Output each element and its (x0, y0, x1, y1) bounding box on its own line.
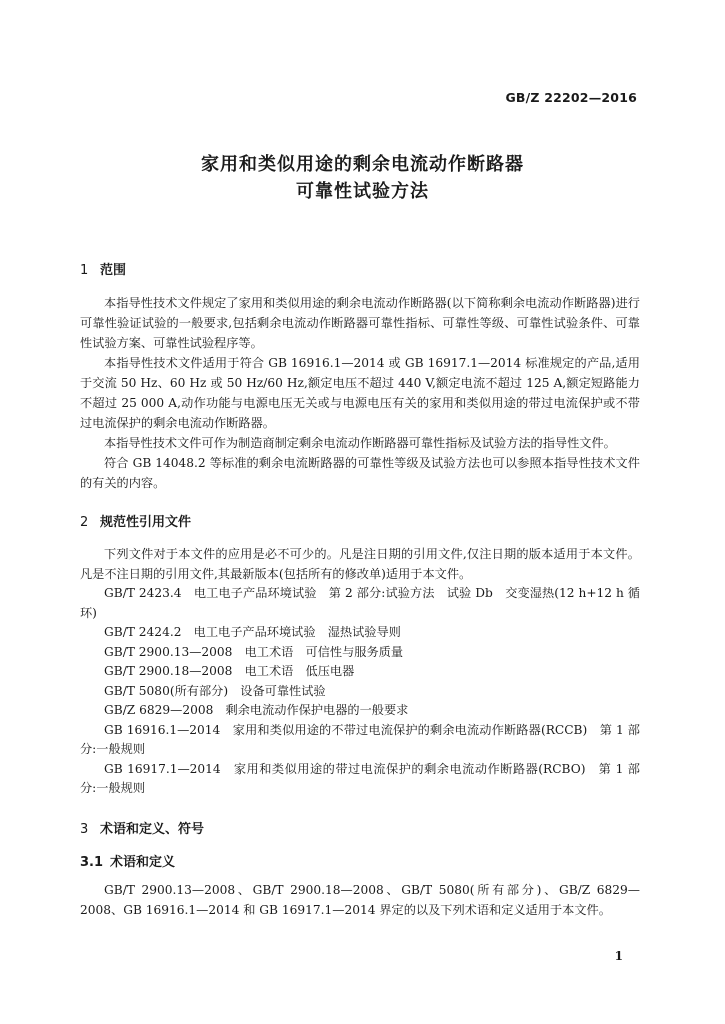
section-3-1-heading (80, 851, 640, 870)
section-2-body (80, 544, 640, 799)
reference-item: GB/Z 6829—2008 剩余电流动作保护电器的一般要求 (104, 703, 409, 717)
section-2-number: 2 (80, 515, 89, 530)
section-3-title: 术语和定义、符号 (100, 822, 205, 837)
reference-item: GB 16916.1—2014 家用和类似用途的不带过电流保护的剩余电流动作断路器(RCCB) 第 1 部分:一般规则 (80, 722, 640, 756)
section-3-1-number: 3.1 (80, 855, 104, 870)
section-1-paragraph: 符合 GB 14048.2 等标准的剩余电流断路器的可靠性等级及试验方法也可以参照本指导性技术文件的有关的内容。 (80, 456, 640, 490)
section-1-heading-block (80, 259, 640, 278)
section-3-1-paragraph: GB/T 2900.13—2008、GB/T 2900.18—2008、GB/T 5080(所有部分)、GB/Z 6829—2008、GB 16916.1—2014 和 GB 16917.1—2014 界定的以及下列术语和定义适用于本文件。 (80, 883, 640, 917)
section-2-heading-block (80, 511, 640, 530)
section-1-paragraph: 本指导性技术文件可作为制造商制定剩余电流动作断路器可靠性指标及试验方法的指导性文件。 (104, 436, 616, 450)
section-1-paragraph: 本指导性技术文件规定了家用和类似用途的剩余电流动作断路器(以下简称剩余电流动作断路器)进行可靠性验证试验的一般要求,包括剩余电流动作断路器可靠性指标、可靠性等级、可靠性试验条件、可靠性试验方案、可靠性试验程序等。 (80, 296, 640, 350)
section-3-heading (80, 818, 640, 837)
section-3-number: 3 (80, 822, 89, 837)
section-3-heading-block (80, 818, 640, 837)
section-1-body (80, 293, 640, 493)
section-1-title: 范围 (100, 263, 127, 278)
page-number: 1 (614, 949, 623, 963)
section-2-intro: 下列文件对于本文件的应用是必不可少的。凡是注日期的引用文件,仅注日期的版本适用于本文件。凡是不注日期的引用文件,其最新版本(包括所有的修改单)适用于本文件。 (80, 547, 640, 581)
document-title-line-2: 可靠性试验方法 (296, 181, 429, 202)
document-title-line-1: 家用和类似用途的剩余电流动作断路器 (201, 154, 524, 175)
reference-item: GB/T 2424.2 电工电子产品环境试验 湿热试验导则 (104, 625, 401, 639)
reference-item: GB/T 5080(所有部分) 设备可靠性试验 (104, 683, 326, 698)
section-3-1-heading-block (80, 851, 640, 870)
reference-item: GB/T 2900.13—2008 电工术语 可信性与服务质量 (104, 644, 404, 659)
section-2-title: 规范性引用文件 (100, 515, 192, 530)
section-3-1-body (80, 880, 640, 920)
reference-item: GB/T 2900.18—2008 电工术语 低压电器 (104, 664, 355, 678)
section-2-heading (80, 511, 640, 530)
reference-item: GB/T 2423.4 电工电子产品环境试验 第 2 部分:试验方法 试验 Db 交变湿热(12 h+12 h 循环) (80, 586, 640, 620)
section-1-number: 1 (80, 263, 89, 278)
standard-code: GB/Z 22202—2016 (505, 90, 637, 105)
section-3-1-title: 术语和定义 (110, 855, 176, 870)
reference-item: GB 16917.1—2014 家用和类似用途的带过电流保护的剩余电流动作断路器(RCBO) 第 1 部分:一般规则 (80, 761, 640, 795)
section-1-heading (80, 259, 640, 278)
section-1-paragraph: 本指导性技术文件适用于符合 GB 16916.1—2014 或 GB 16917.1—2014 标准规定的产品,适用于交流 50 Hz、60 Hz 或 50 Hz/60 Hz,额定电压不超过 440 V,额定电流不超过 125 A,额定短路能力不超过 25 000 A,动作功能与电源电压无关或与电源电压有关的家用和类似用途的带过电流保护或不带过电流保护的剩余电流动作断路器。 (80, 356, 640, 430)
